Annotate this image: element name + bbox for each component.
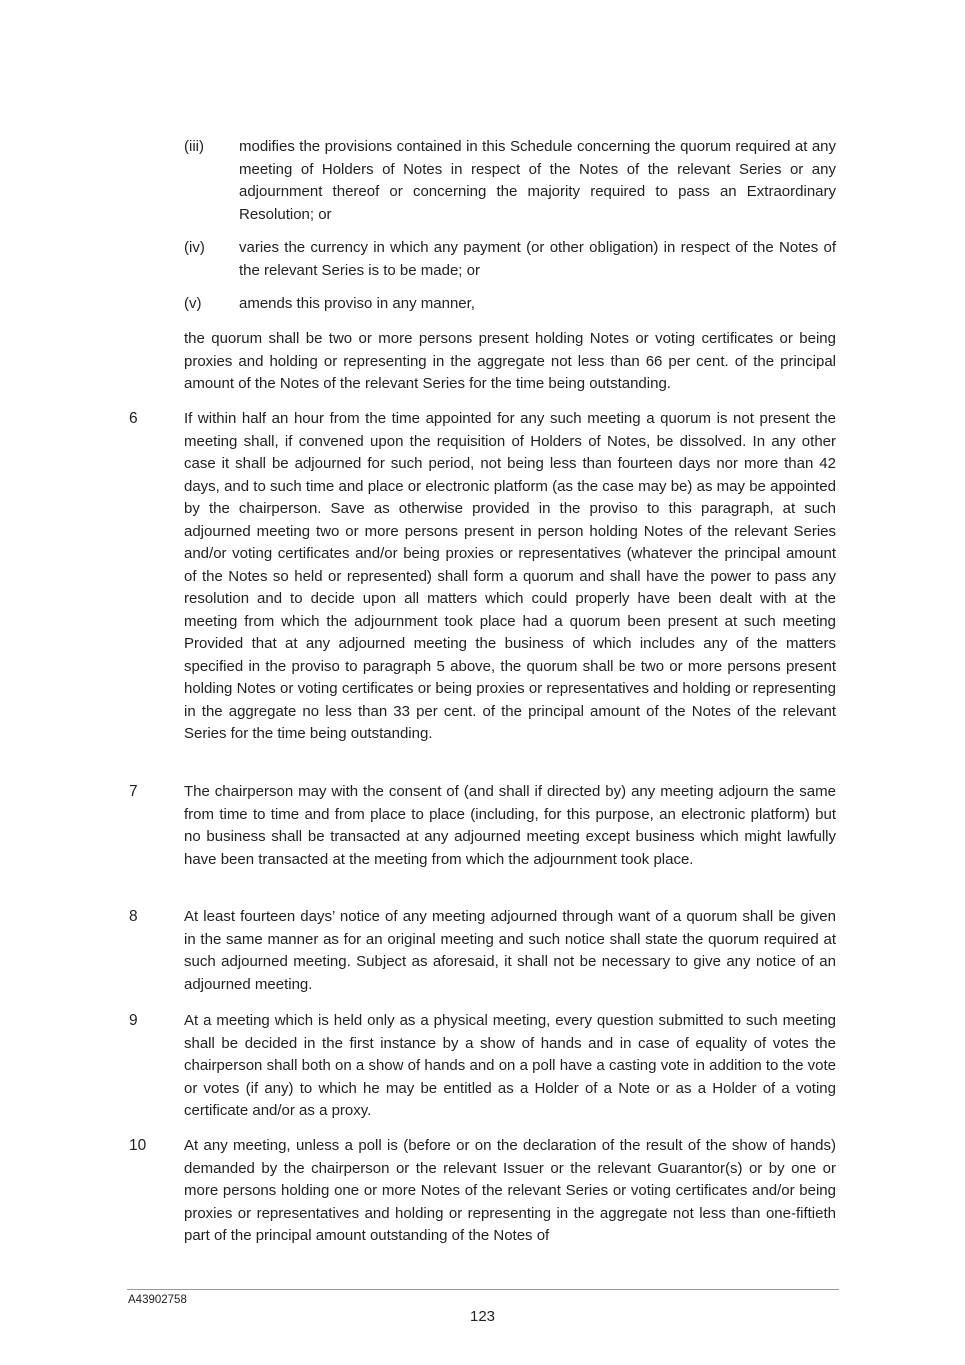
sub-item-text: varies the currency in which any payment (or other obligation) in respect of the Notes of the relevant Series is to be made; or: [239, 239, 836, 279]
paragraph-9-text: At a meeting which is held only as a physical meeting, every question submitted to such meeting shall be decided in the first instance by a show of hands and in case of equality of votes the chairperson shall both on a show of hands and on a poll have a casting vote in addition to the vote or votes (if any) to which he may be entitled as a Holder of a Note or as a Holder of a voting certificate and/or as a proxy.: [184, 1012, 836, 1119]
paragraph-number: 10: [129, 1137, 147, 1154]
paragraph-number: 6: [129, 410, 138, 427]
paragraph-7-text: The chairperson may with the consent of (and shall if directed by) any meeting adjourn the same from time to time and from place to place (including, for this purpose, an electronic platform) but no business shall be transacted at any adjourned meeting except business which might lawfully have been transacted at the meeting from which the adjournment took place.: [184, 783, 836, 868]
paragraph-number: 7: [129, 783, 138, 800]
quorum-continuation-text: the quorum shall be two or more persons present holding Notes or voting certificates or being proxies and holding or representing in the aggregate not less than 66 per cent. of the principal amount of the Notes of the relevant Series for the time being outstanding.: [184, 330, 836, 392]
sub-item-text: amends this proviso in any manner,: [239, 295, 475, 312]
paragraph-8-text: At least fourteen days’ notice of any meeting adjourned through want of a quorum shall be given in the same manner as for an original meeting and such notice shall state the quorum required at such adjourned meeting. Subject as aforesaid, it shall not be necessary to give any notice of an adjourned meeting.: [184, 908, 836, 993]
footer-divider: [127, 1289, 839, 1290]
paragraph-number: 9: [129, 1012, 138, 1029]
sub-item-label: (iv): [184, 239, 205, 256]
paragraph-10-text: At any meeting, unless a poll is (before or on the declaration of the result of the show of hands) demanded by the chairperson or the relevant Issuer or the relevant Guarantor(s) or by one or more persons holding one or more Notes of the relevant Series or voting certificates and/or being proxies or representatives and holding or representing in the aggregate not less than one-fiftieth part of the principal amount outstanding of the Notes of: [184, 1137, 836, 1244]
sub-item-iv: [184, 237, 836, 282]
sub-item-label: (v): [184, 295, 202, 312]
paragraph-6-text: If within half an hour from the time appointed for any such meeting a quorum is not present the meeting shall, if convened upon the requisition of Holders of Notes, be dissolved. In any other case it shall be adjourned for such period, not being less than fourteen days nor more than 42 days, and to such time and place or electronic platform (as the case may be) as may be appointed by the chairperson. Save as otherwise provided in the proviso to this paragraph, at such adjourned meeting two or more persons present in person holding Notes of the relevant Series and/or voting certificates and/or being proxies or representatives (whatever the principal amount of the Notes so held or represented) shall form a quorum and shall have the power to pass any resolution and to decide upon all matters which could properly have been dealt with at the meeting from which the adjournment took place had a quorum been present at such meeting Provided that at any adjourned meeting the business of which includes any of the matters specified in the proviso to paragraph 5 above, the quorum shall be two or more persons present holding Notes or voting certificates or being proxies or representatives and holding or representing in the aggregate no less than 33 per cent. of the principal amount of the Notes of the relevant Series for the time being outstanding.: [184, 410, 836, 742]
sub-item-iii: [184, 136, 836, 226]
sub-item-label: (iii): [184, 138, 204, 155]
document-reference: A43902758: [128, 1294, 187, 1306]
sub-item-text: modifies the provisions contained in this Schedule concerning the quorum required at any meeting of Holders of Notes in respect of the Notes of the relevant Series or any adjournment thereof or concerning the majority required to pass an Extraordinary Resolution; or: [239, 138, 836, 223]
sub-item-v: [184, 293, 836, 316]
page-number: 123: [469, 1308, 496, 1325]
paragraph-number: 8: [129, 908, 138, 925]
